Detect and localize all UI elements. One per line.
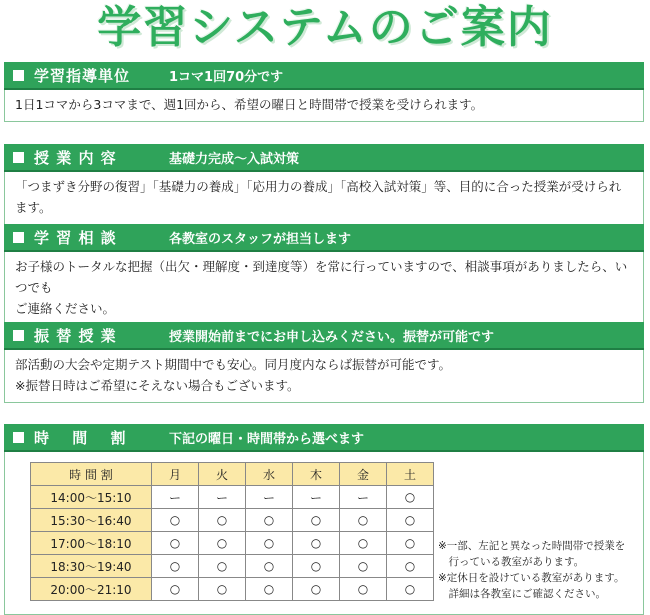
body-line: ※振替日時はご希望にそえない場合もございます。 [15, 378, 300, 393]
table-cell: ○ [387, 578, 434, 601]
table-cell: ○ [152, 509, 199, 532]
section-consultation [4, 224, 644, 326]
note-line: 行っている教室があります。 [438, 556, 585, 568]
header-cell: 木 [293, 463, 340, 486]
note-line: 詳細は各教室にご確認ください。 [438, 588, 606, 600]
note-line: ※一部、左記と異なった時間帯で授業を [438, 540, 626, 552]
table-cell: ○ [293, 578, 340, 601]
table-cell: ○ [246, 555, 293, 578]
section-header [4, 224, 644, 252]
table-cell: ○ [340, 555, 387, 578]
table-cell: ー [199, 486, 246, 509]
time-cell: 15:30～16:40 [31, 509, 152, 532]
header-cell: 時 間 割 [31, 463, 152, 486]
table-cell: ○ [199, 555, 246, 578]
section-subtitle: 各教室のスタッフが担当します [169, 231, 352, 247]
page-title: 学習システムのご案内 [97, 2, 553, 53]
body-line: 「つまずき分野の復習」「基礎力の養成」「応用力の養成」「高校入試対策」等、目的に合った授業が受けられます。 [15, 179, 622, 215]
section-header [4, 144, 644, 172]
timetable [30, 462, 434, 601]
table-cell: ー [152, 486, 199, 509]
table-cell: ○ [152, 532, 199, 555]
table-row [31, 486, 434, 509]
table-row [31, 509, 434, 532]
section-body [4, 172, 644, 225]
section-body [4, 90, 644, 122]
table-cell: ○ [340, 578, 387, 601]
section-subtitle: 授業開始前までにお申し込みください。振替が可能です [169, 329, 495, 345]
table-cell: ー [246, 486, 293, 509]
section-header [4, 62, 644, 90]
header-cell: 金 [340, 463, 387, 486]
header-cell: 水 [246, 463, 293, 486]
section-header [4, 322, 644, 350]
table-cell: ○ [340, 509, 387, 532]
header-cell: 月 [152, 463, 199, 486]
table-cell: ○ [293, 509, 340, 532]
section-subtitle: 下記の曜日・時間帯から選べます [169, 431, 365, 447]
table-cell: ○ [199, 509, 246, 532]
square-bullet-icon [13, 330, 24, 341]
section-subtitle: 1コマ1回70分です [169, 69, 284, 85]
body-line: 1日1コマから3コマまで、週1回から、希望の曜日と時間帯で授業を受けられます。 [15, 97, 484, 112]
section-label: 時 間 割 [34, 428, 127, 447]
table-cell: ○ [246, 578, 293, 601]
section-label: 学 習 相 談 [34, 228, 117, 247]
table-cell: ○ [387, 509, 434, 532]
note-line: ※定休日を設けている教室があります。 [438, 572, 625, 584]
square-bullet-icon [13, 152, 24, 163]
header-cell: 土 [387, 463, 434, 486]
table-cell: ○ [199, 578, 246, 601]
table-cell: ○ [340, 532, 387, 555]
table-cell: ○ [199, 532, 246, 555]
table-cell: ○ [152, 578, 199, 601]
header-cell: 火 [199, 463, 246, 486]
timetable-notes [438, 538, 648, 602]
table-cell: ○ [387, 486, 434, 509]
square-bullet-icon [13, 70, 24, 81]
time-cell: 20:00～21:10 [31, 578, 152, 601]
time-cell: 18:30～19:40 [31, 555, 152, 578]
section-label: 授 業 内 容 [34, 148, 117, 167]
section-label: 振 替 授 業 [34, 326, 117, 345]
table-cell: ○ [293, 532, 340, 555]
section-subtitle: 基礎力完成～入試対策 [169, 151, 300, 167]
table-row [31, 578, 434, 601]
body-line: ご連絡ください。 [15, 301, 116, 316]
section-study-unit [4, 62, 644, 122]
table-cell: ー [340, 486, 387, 509]
section-header [4, 424, 644, 452]
table-cell: ○ [293, 555, 340, 578]
square-bullet-icon [13, 432, 24, 443]
time-cell: 17:00～18:10 [31, 532, 152, 555]
table-row [31, 555, 434, 578]
section-label: 学習指導単位 [34, 66, 131, 85]
section-lesson-content [4, 144, 644, 225]
table-cell: ○ [246, 509, 293, 532]
body-line: お子様のトータルな把握（出欠・理解度・到達度等）を常に行っていますので、相談事項がありましたら、いつでも [15, 259, 628, 295]
section-makeup-lesson [4, 322, 644, 403]
table-cell: ー [293, 486, 340, 509]
time-cell: 14:00～15:10 [31, 486, 152, 509]
table-cell: ○ [387, 532, 434, 555]
section-body [4, 252, 644, 326]
table-cell: ○ [246, 532, 293, 555]
timetable-header-row [31, 463, 434, 486]
body-line: 部活動の大会や定期テスト期間中でも安心。同月度内ならば振替が可能です。 [15, 357, 452, 372]
square-bullet-icon [13, 232, 24, 243]
table-row [31, 532, 434, 555]
section-body [4, 350, 644, 403]
table-cell: ○ [152, 555, 199, 578]
table-cell: ○ [387, 555, 434, 578]
